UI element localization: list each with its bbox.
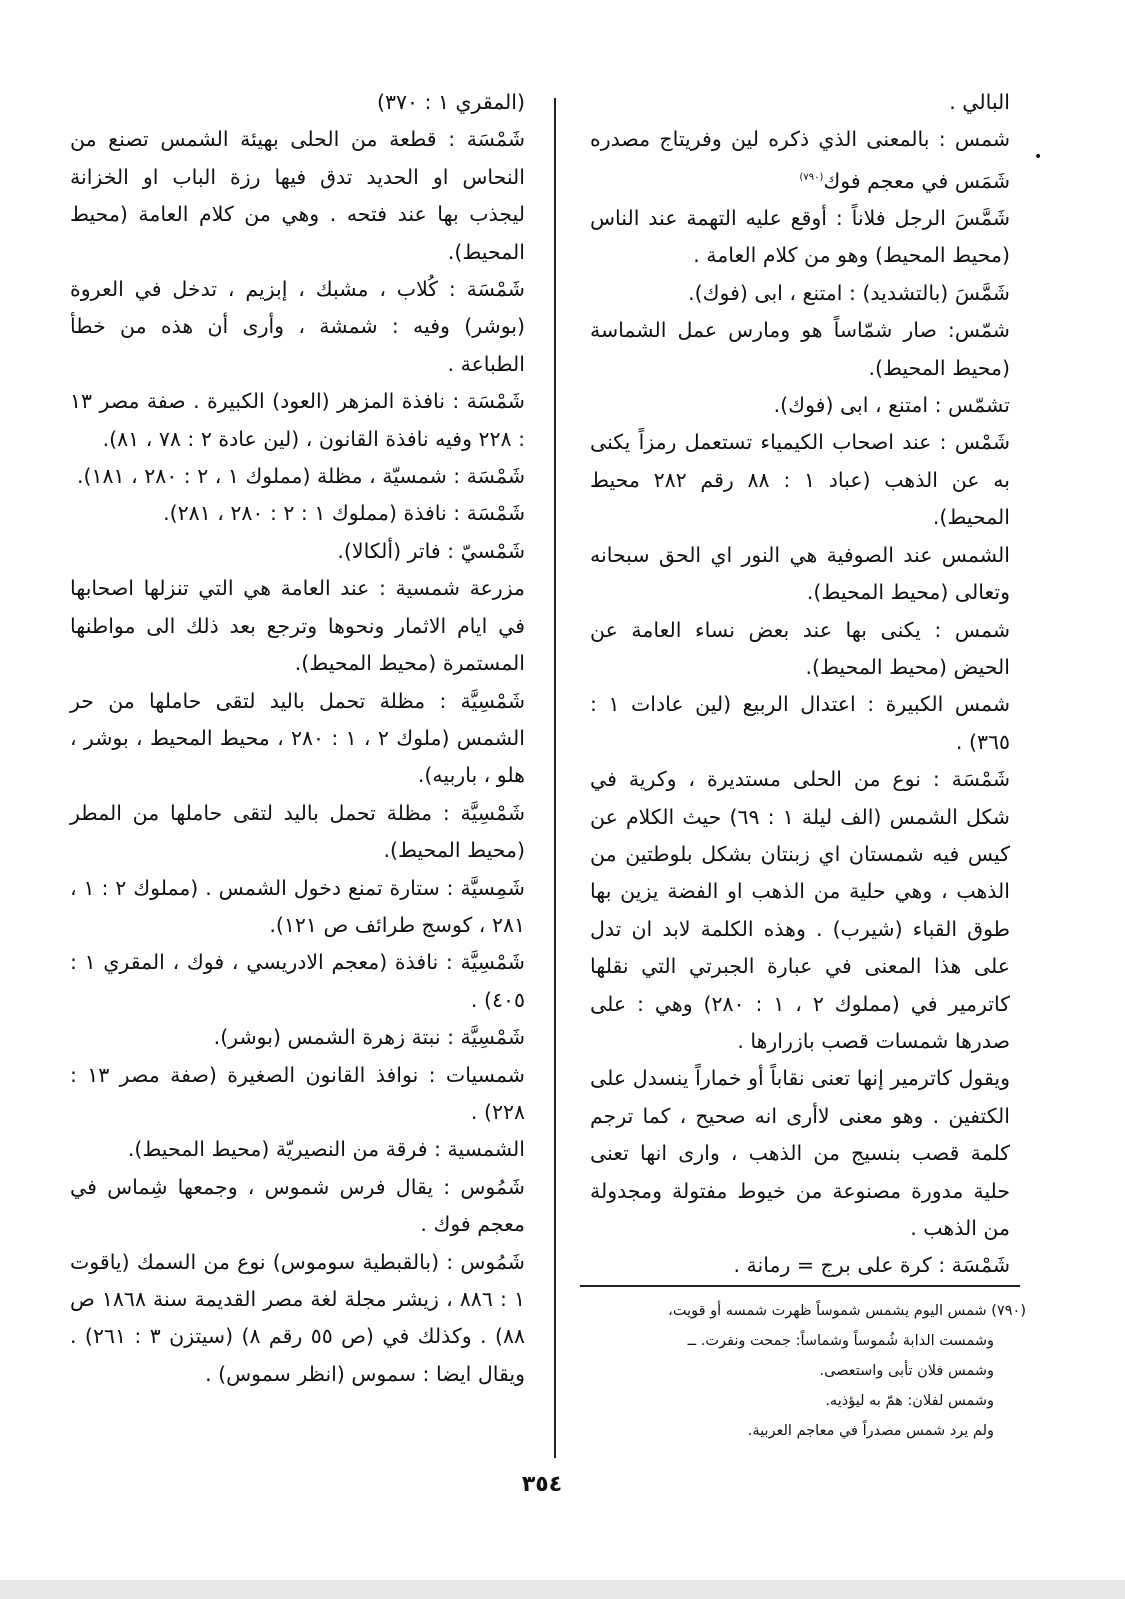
entry: شَمْسَة : كُلاب ، مشبك ، إبزيم ، تدخل في العروة (بوشر) وفيه : شمشة ، وأرى أن هذه من خطأ الطباعة . xyxy=(70,277,525,376)
entry: مزرعة شمسية : عند العامة هي التي تنزلها اصحابها في ايام الاثمار ونحوها وترجع بعد ذلك الى مواطنها المستمرة (محيط المحيط). xyxy=(70,576,525,676)
entry: شَمْسَة : نافذة المزهر (العود) الكبيرة . صفة مصر ١٣ : ٢٢٨ وفيه نافذة القانون ، (لين عادة ٢ : ٧٨ ، ٨١). xyxy=(70,389,525,451)
entry: شَمْسَة : شمسيّة ، مظلة (مملوك ١ ، ٢ : ٢٨٠ ، ١٨١). xyxy=(76,464,525,489)
entry: شَمْسِيَّة : مظلة تحمل باليد لتقى حاملها من حر الشمس (ملوك ٢ ، ١ : ٢٨٠ ، محيط المحيط ، بوشر ، هلو ، باربيه). xyxy=(70,688,525,788)
entry: ويقول كاترمير إنها تعنى نقاباً أو خماراً ينسدل على الكتفين . وهو معنى لاأرى انه صحيح ، كما ترجم كلمة قصب بنسيج من الذهب ، وارى انها تعنى حلية مدورة مصنوعة من خيوط مفتولة ومجدولة من الذهب . xyxy=(590,1066,1010,1241)
entry: شَمْسَة : قطعة من الحلى بهيئة الشمس تصنع من النحاس او الحديد تدق فيها رزة الباب او الخزانة ليجذب بها عند فتحه . وهي من كلام العامة (محيط المحيط). xyxy=(70,127,525,264)
entry: شَمِسيَّة : ستارة تمنع دخول الشمس . (مملوك ٢ : ١ ، ٢٨١ ، كوسج طرائف ص ١٢١). xyxy=(70,875,525,937)
entry: شمّس: صار شمّاساً هو ومارس عمل الشماسة (محيط المحيط). xyxy=(590,318,1010,380)
entry: شَمُوس : (بالقبطية سوموس) نوع من السمك (ياقوت ١ : ٨٨٦ ، زيشر مجلة لغة مصر القديمة سنة ١٨٦٨ ص ٨٨) . وكذلك في (ص ٥٥ رقم ٨) (سيتزن ٣ : ٢٦١) . ويقال ايضا : سموس (انظر سموس) . xyxy=(70,1249,525,1386)
entry: شَمْسَة : نوع من الحلى مستديرة ، وكرية في شكل الشمس (الف ليلة ١ : ٦٩) حيث الكلام عن كيس فيه شمستان اي زبنتان بشكل بلوطتين من الذهب ، وهي حلية من الذهب او الفضة يزين بها طوق القباء (شيرب) . وهذه الكلمة لابد ان تدل على هذا المعنى في عبارة الجبرتي التي نقلها كاترمير في (مملوك ٢ ، ١ : ٢٨٠) وهي : على صدرها شمسات قصب بازرارها . xyxy=(590,767,1010,1053)
right-column xyxy=(590,84,1010,1285)
footnote-line: ولم يرد شمس مصدراً في معاجم العربية. xyxy=(747,1423,994,1439)
footnote-line: وشمس لفلان: همّ به ليؤذيه. xyxy=(825,1393,994,1409)
entry: شَمْسيّ : فاتر (ألكالا). xyxy=(337,538,525,563)
column-divider xyxy=(554,98,556,1458)
entry: شَمْسِيَّة : نافذة (معجم الادريسي ، فوك ، المقري ١ : ٤٠٥) . xyxy=(70,950,525,1012)
entry: شمس : يكنى بها عند بعض نساء العامة عن الحيض (محيط المحيط). xyxy=(590,617,1010,679)
entry: شَمْسِيَّة : نبتة زهرة الشمس (بوشر). xyxy=(213,1025,525,1050)
entry: شَمَّسَ الرجل فلاناً : أوقع عليه التهمة عند الناس (محيط المحيط) وهو من كلام العامة . xyxy=(590,206,1010,268)
entry: شمسيات : نوافذ القانون الصغيرة (صفة مصر ١٣ : ٢٢٨) . xyxy=(70,1062,525,1124)
footnote-line: (٧٩٠) شمس اليوم يشمس شموساً ظهرت شمسه أو قويت، xyxy=(668,1303,1026,1319)
footnote-line: وشمست الدابة شُموساً وشماساً: جمحت ونفرت. ــ xyxy=(687,1333,994,1349)
footnote-rule xyxy=(580,1285,1020,1287)
footnotes xyxy=(586,1296,1026,1446)
scan-edge xyxy=(0,1580,1125,1599)
entry: شَمْسِيَّة : مظلة تحمل باليد لتقى حاملها من المطر (محيط المحيط). xyxy=(70,800,525,863)
footnote-line: وشمس فلان تأبى واستعصى. xyxy=(819,1363,994,1379)
entry: شَمْس : عند اصحاب الكيمياء تستعمل رمزاً يكنى به عن الذهب (عباد ١ : ٨٨ رقم ٢٨٢ محيط المحيط). xyxy=(590,430,1010,530)
entry: الشمس عند الصوفية هي النور اي الحق سبحانه وتعالى (محيط المحيط). xyxy=(590,542,1010,605)
left-column xyxy=(70,84,525,1393)
entry: تشمّس : امتنع ، ابى (فوك). xyxy=(773,393,1010,418)
entry: البالي . xyxy=(949,90,1010,114)
entry: شمس الكبيرة : اعتدال الربيع (لين عادات ١ : ٣٦٥) . xyxy=(590,692,1010,754)
page-number: ٣٥٤ xyxy=(521,1472,563,1497)
entry-text: شمس : بالمعنى الذي ذكره لين وفريتاج مصدره شَمَس في معجم فوك xyxy=(590,127,1010,193)
entry: شَمْسَة : كرة على برج = رمانة . xyxy=(733,1253,1010,1278)
entry-with-footnote xyxy=(590,121,1010,200)
entry: (المقري ١ : ٣٧٠) xyxy=(376,90,525,114)
entry: شَمْسَة : نافذة (مملوك ١ : ٢ : ٢٨٠ ، ٢٨١). xyxy=(163,501,525,526)
footnote-marker: (٧٩٠) xyxy=(799,171,824,183)
entry: شَمُوس : يقال فرس شموس ، وجمعها شِماس في معجم فوك . xyxy=(70,1174,525,1237)
entry: الشمسية : فرقة من النصيريّة (محيط المحيط). xyxy=(127,1137,525,1162)
entry: شَمَّسَ (بالتشديد) : امتنع ، ابى (فوك). xyxy=(688,280,1010,305)
margin-dot: • xyxy=(1034,149,1043,165)
